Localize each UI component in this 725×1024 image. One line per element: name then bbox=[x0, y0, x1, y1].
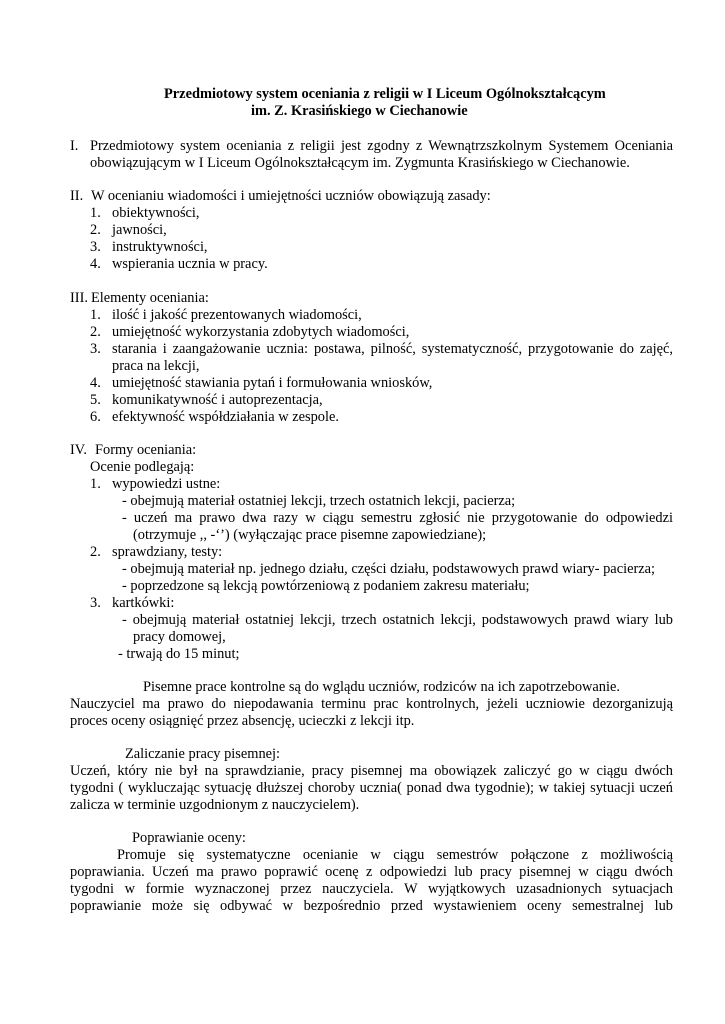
section3-item-2-num: 2. bbox=[90, 324, 101, 340]
poprawianie-heading: Poprawianie oceny: bbox=[132, 830, 246, 846]
section4-item-1-num: 1. bbox=[90, 476, 101, 492]
section3-item-4: umiejętność stawiania pytań i formułowania wniosków, bbox=[112, 375, 433, 391]
section3-heading: Elementy oceniania: bbox=[91, 290, 209, 306]
section4-item-2-label: sprawdziany, testy: bbox=[112, 544, 223, 560]
section2-item-4: wspierania ucznia w pracy. bbox=[112, 256, 268, 272]
prace-line1: Pisemne prace kontrolne są do wglądu uczniów, rodziców na ich zapotrzebowanie. bbox=[143, 679, 620, 695]
zaliczanie-line1: Uczeń, który nie był na sprawdzianie, pracy pisemnej ma obowiązek zaliczyć go w ciągu dwóch bbox=[70, 763, 673, 779]
document-title-line1: Przedmiotowy system oceniania z religii w I Liceum Ogólnokształcącym bbox=[164, 86, 606, 102]
document-title-line2: im. Z. Krasińskiego w Ciechanowie bbox=[251, 103, 468, 119]
section3-item-5: komunikatywność i autoprezentacja, bbox=[112, 392, 323, 408]
section2-item-2: jawności, bbox=[112, 222, 167, 238]
section2-item-2-num: 2. bbox=[90, 222, 101, 238]
prace-line2: Nauczyciel ma prawo do niepodawania terminu prac kontrolnych, jeżeli uczniowie dezorganizują bbox=[70, 696, 673, 712]
poprawianie-line4: poprawianie może się odbywać w bezpośrednio przed wystawieniem oceny semestralnej lub bbox=[70, 898, 673, 914]
prace-line3: proces oceny osiągnięć przez absencję, ucieczki z lekcji itp. bbox=[70, 713, 415, 729]
section2-item-3: instruktywności, bbox=[112, 239, 208, 255]
section3-item-2: umiejętność wykorzystania zdobytych wiadomości, bbox=[112, 324, 410, 340]
section4-item-1-bullet-2: - uczeń ma prawo dwa razy w ciągu semestru zgłosić nie przygotowanie do odpowiedzi bbox=[122, 510, 673, 526]
section2-item-4-num: 4. bbox=[90, 256, 101, 272]
section2-item-3-num: 3. bbox=[90, 239, 101, 255]
section1-text-line2: obowiązującym w I Liceum Ogólnokształcącym im. Zygmunta Krasińskiego w Ciechanowie. bbox=[90, 155, 630, 171]
section3-item-3-cont: praca na lekcji, bbox=[112, 358, 200, 374]
section1-text-line1: Przedmiotowy system oceniania z religii jest zgodny z Wewnątrzszkolnym Systemem Oceniania bbox=[90, 138, 673, 154]
section4-item-1-label: wypowiedzi ustne: bbox=[112, 476, 221, 492]
section4-item-3-label: kartkówki: bbox=[112, 595, 175, 611]
section4-subheading: Ocenie podlegają: bbox=[90, 459, 195, 475]
section4-item-3-bullet-1: - obejmują materiał ostatniej lekcji, trzech ostatnich lekcji, podstawowych prawd wiary lub bbox=[122, 612, 673, 628]
section3-item-1-num: 1. bbox=[90, 307, 101, 323]
section4-item-1-bullet-1: - obejmują materiał ostatniej lekcji, trzech ostatnich lekcji, pacierza; bbox=[122, 493, 516, 509]
section3-item-3: starania i zaangażowanie ucznia: postawa, pilność, systematyczność, przygotowanie do zajęć, bbox=[112, 341, 673, 357]
section3-item-5-num: 5. bbox=[90, 392, 101, 408]
section2-item-1: obiektywności, bbox=[112, 205, 200, 221]
zaliczanie-line2: tygodni ( wykluczając sytuację dłuższej choroby ucznia( ponad dwa tygodnie); w takiej sytuacji uczeń bbox=[70, 780, 673, 796]
section2-heading: W ocenianiu wiadomości i umiejętności uczniów obowiązują zasady: bbox=[91, 188, 491, 204]
poprawianie-line2: poprawiania. Uczeń ma prawo poprawić ocenę z odpowiedzi lub pracy pisemnej w ciągu dwóch bbox=[70, 864, 673, 880]
poprawianie-line3: tygodni w formie wyznaczonej przez nauczyciela. W wyjątkowych uzasadnionych sytuacjach bbox=[70, 881, 673, 897]
section2-number: II. bbox=[70, 188, 84, 204]
section3-item-4-num: 4. bbox=[90, 375, 101, 391]
section4-item-1-bullet-2-cont: (otrzymuje ,, -‘’) (wyłączając prace pisemne zapowiedziane); bbox=[133, 527, 487, 543]
section1-number: I. bbox=[70, 138, 79, 154]
section4-item-2-bullet-2: - poprzedzone są lekcją powtórzeniową z podaniem zakresu materiału; bbox=[122, 578, 530, 594]
section3-number: III. bbox=[70, 290, 88, 306]
zaliczanie-line3: zalicza w terminie uzgodnionym z nauczycielem). bbox=[70, 797, 360, 813]
section2-item-1-num: 1. bbox=[90, 205, 101, 221]
section4-item-2-bullet-1: - obejmują materiał np. jednego działu, części działu, podstawowych prawd wiary- pacierza; bbox=[122, 561, 656, 577]
section3-item-3-num: 3. bbox=[90, 341, 101, 357]
section4-item-3-bullet-2: - trwają do 15 minut; bbox=[118, 646, 240, 662]
section3-item-6-num: 6. bbox=[90, 409, 101, 425]
section4-item-2-num: 2. bbox=[90, 544, 101, 560]
section4-number: IV. bbox=[70, 442, 87, 458]
section3-item-6: efektywność współdziałania w zespole. bbox=[112, 409, 339, 425]
section4-heading: Formy oceniania: bbox=[95, 442, 197, 458]
section3-item-1: ilość i jakość prezentowanych wiadomości, bbox=[112, 307, 362, 323]
section4-item-3-num: 3. bbox=[90, 595, 101, 611]
section4-item-3-bullet-1-cont: pracy domowej, bbox=[133, 629, 226, 645]
poprawianie-line1: Promuje się systematyczne ocenianie w ciągu semestrów połączone z możliwością bbox=[117, 847, 673, 863]
zaliczanie-heading: Zaliczanie pracy pisemnej: bbox=[125, 746, 281, 762]
